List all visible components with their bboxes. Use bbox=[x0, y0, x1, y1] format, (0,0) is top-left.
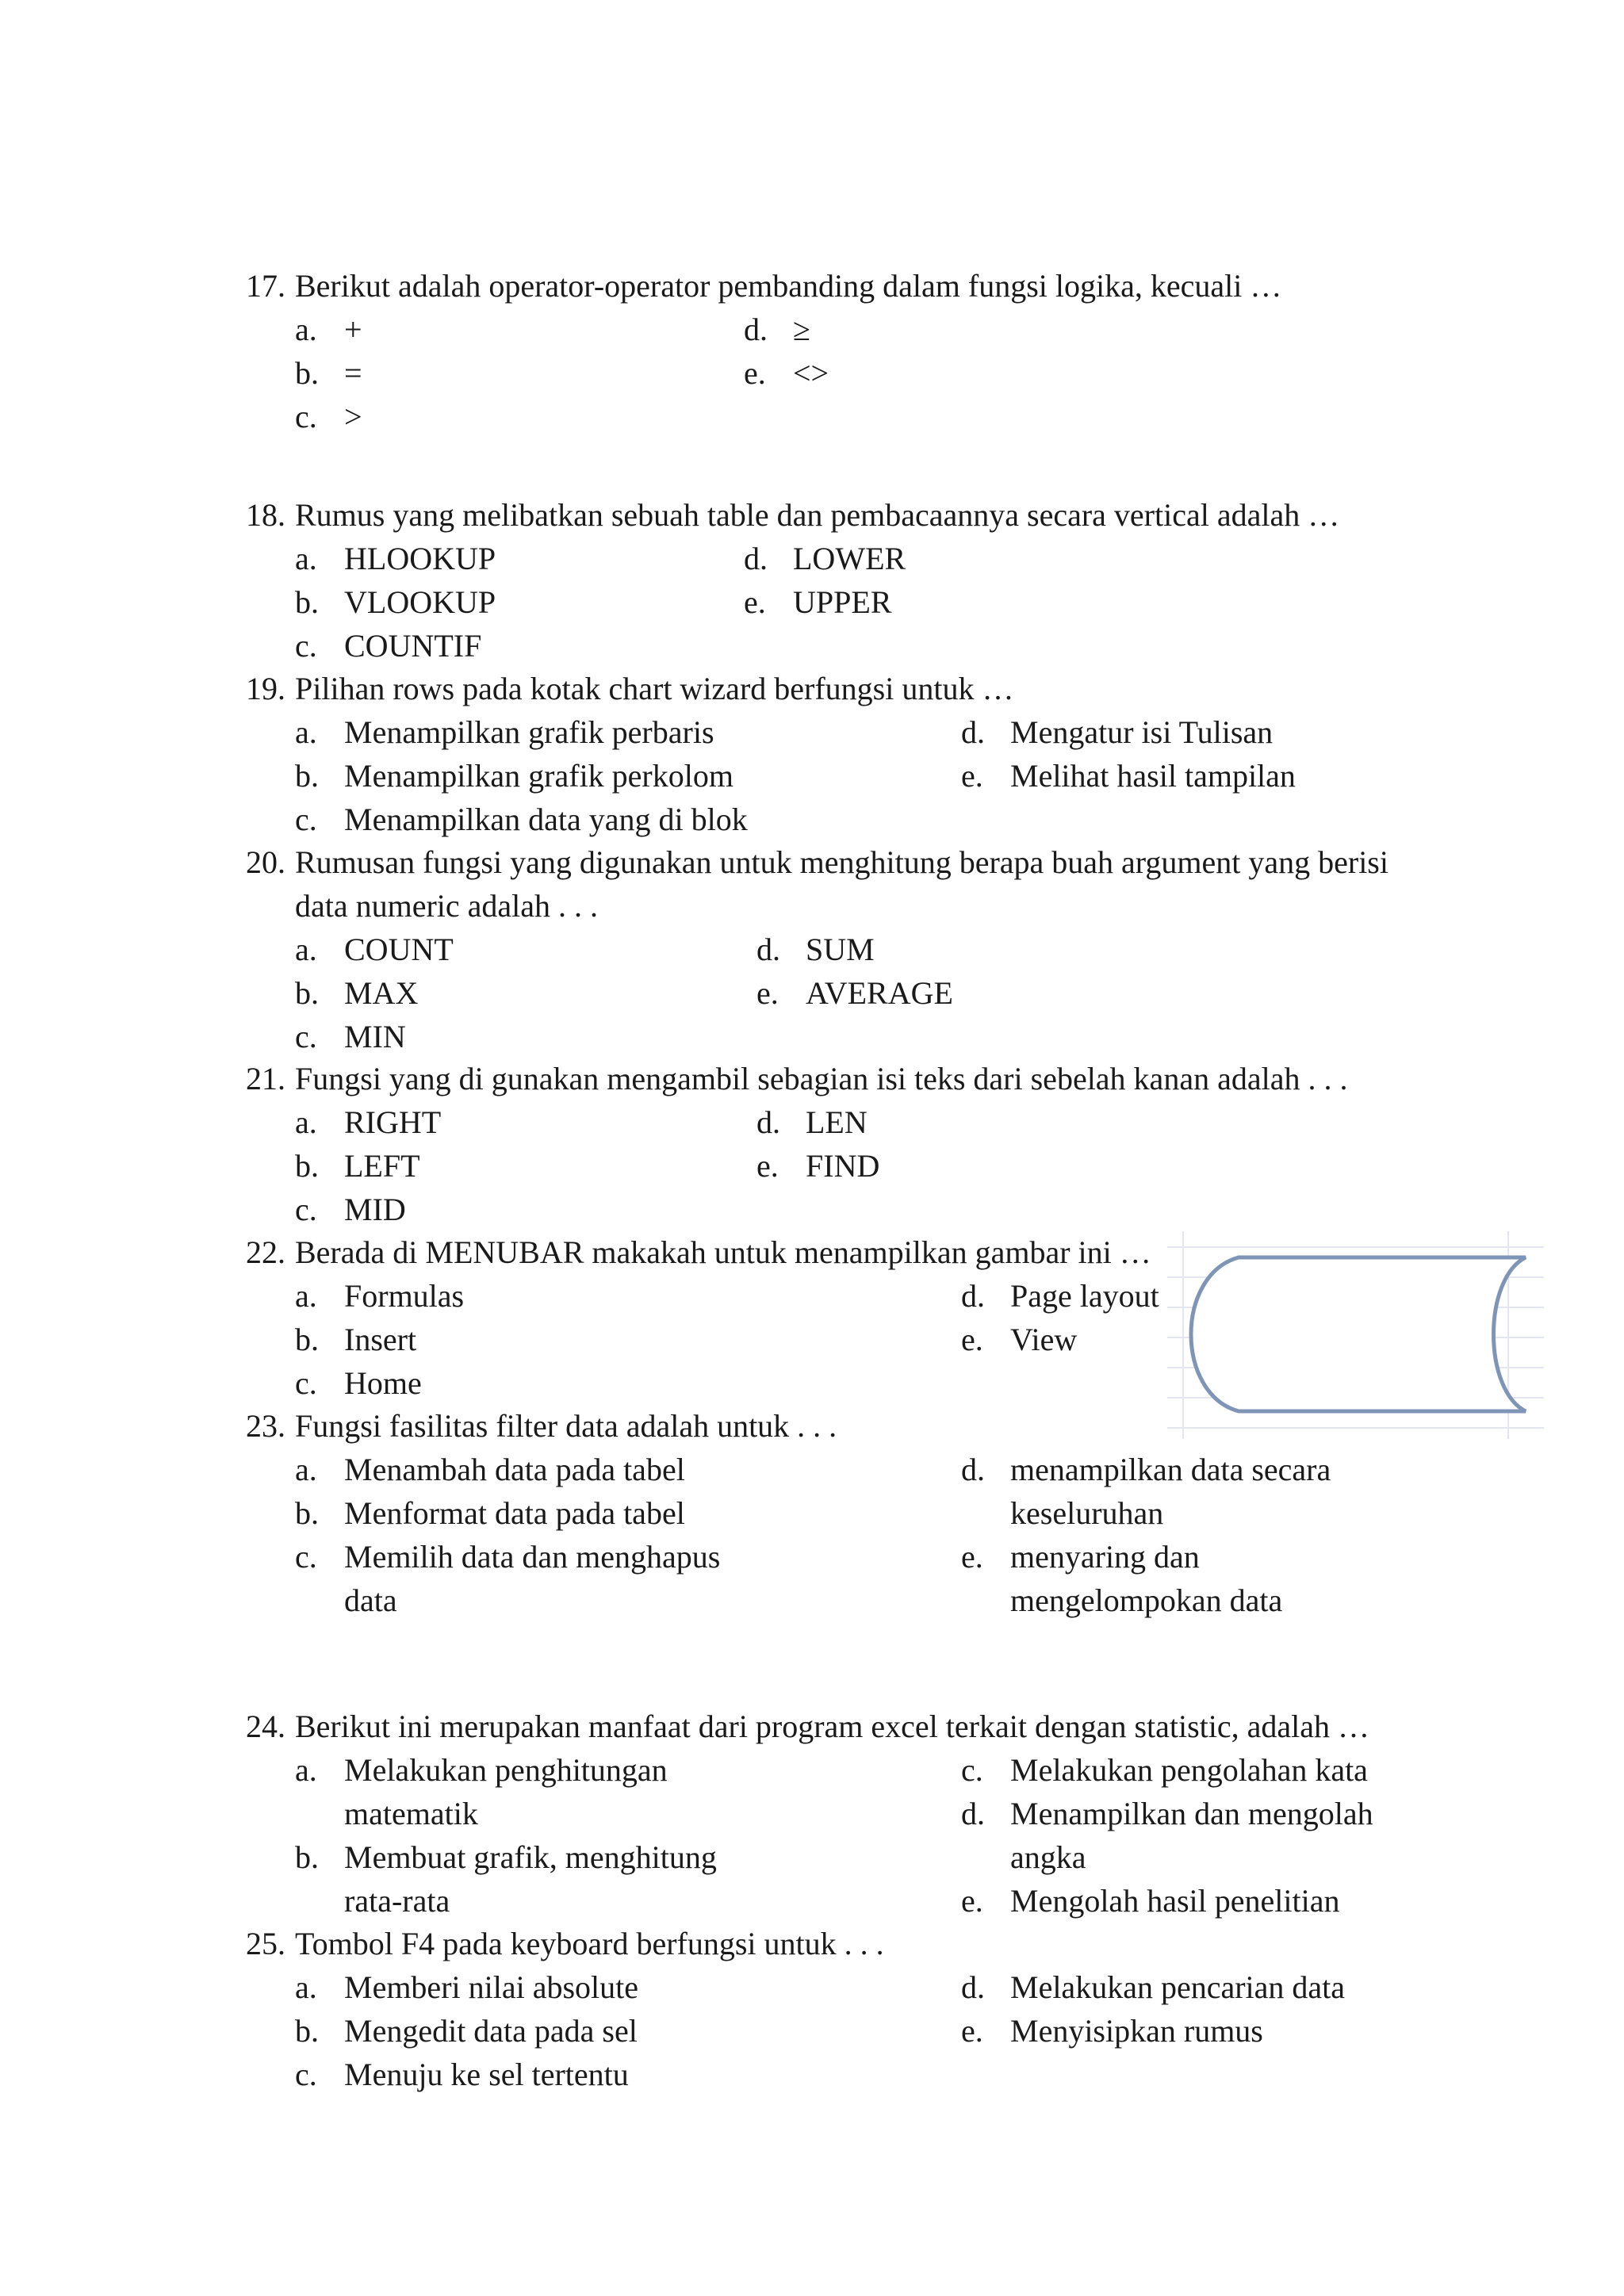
question-text: Rumus yang melibatkan sebuah table dan pembacaannya secara vertical adalah … bbox=[295, 497, 1340, 533]
option-letter: c. bbox=[295, 2057, 317, 2092]
option-text: LEFT bbox=[344, 1148, 420, 1184]
option-text: View bbox=[1010, 1322, 1078, 1357]
question-text: Berada di MENUBAR makakah untuk menampilkan gambar ini … bbox=[295, 1234, 1151, 1270]
option-letter: e. bbox=[961, 758, 983, 794]
option-letter: e. bbox=[961, 1539, 983, 1575]
option-letter: e. bbox=[744, 584, 766, 620]
option-b bbox=[295, 1491, 685, 1535]
option-e bbox=[961, 2009, 1263, 2053]
option-d bbox=[744, 308, 810, 351]
option-d bbox=[744, 537, 906, 580]
question-number: 23. bbox=[246, 1408, 285, 1444]
option-text: Menampilkan grafik perbaris bbox=[344, 714, 714, 750]
question-23 bbox=[246, 1404, 1483, 1622]
option-b bbox=[295, 2009, 638, 2053]
option-b bbox=[295, 754, 733, 798]
option-letter: c. bbox=[295, 802, 317, 837]
option-b bbox=[295, 1318, 416, 1361]
option-text: Memberi nilai absolute bbox=[344, 1969, 639, 2005]
question-number: 19. bbox=[246, 671, 285, 706]
option-letter: e. bbox=[961, 1322, 983, 1357]
option-text: Melihat hasil tampilan bbox=[1010, 758, 1296, 794]
option-text: Menampilkan grafik perkolom bbox=[344, 758, 733, 794]
option-letter: a. bbox=[295, 1969, 317, 2005]
option-text: COUNTIF bbox=[344, 628, 482, 664]
option-letter: b. bbox=[295, 1495, 319, 1531]
option-letter: d. bbox=[961, 1452, 985, 1487]
option-text: LEN bbox=[806, 1104, 868, 1140]
option-c bbox=[295, 798, 748, 841]
question-text: Rumusan fungsi yang digunakan untuk menghitung berapa buah argument yang berisi bbox=[295, 844, 1388, 880]
option-letter: a. bbox=[295, 1278, 317, 1314]
option-a bbox=[295, 308, 362, 351]
option-letter: b. bbox=[295, 1839, 319, 1875]
option-text: Mengedit data pada sel bbox=[344, 2013, 638, 2049]
option-letter: d. bbox=[961, 1969, 985, 2005]
option-a bbox=[295, 1274, 464, 1318]
option-b bbox=[295, 1835, 717, 1923]
option-letter: c. bbox=[295, 1019, 317, 1054]
question-number: 25. bbox=[246, 1926, 285, 1961]
option-b bbox=[295, 580, 496, 624]
option-letter: e. bbox=[961, 2013, 983, 2049]
option-text: Menuju ke sel tertentu bbox=[344, 2057, 629, 2092]
option-letter: c. bbox=[295, 1539, 317, 1575]
option-text: Mengatur isi Tulisan bbox=[1010, 714, 1274, 750]
option-letter: b. bbox=[295, 758, 319, 794]
option-text: menampilkan data secara keseluruhan bbox=[1010, 1452, 1331, 1531]
option-letter: e. bbox=[756, 975, 779, 1011]
option-e bbox=[756, 971, 953, 1015]
option-text: + bbox=[344, 312, 362, 347]
question-text: Tombol F4 pada keyboard berfungsi untuk . . . bbox=[295, 1926, 884, 1961]
question-number: 20. bbox=[246, 844, 285, 880]
option-letter: a. bbox=[295, 1452, 317, 1487]
option-d bbox=[961, 1792, 1373, 1879]
option-d bbox=[961, 1965, 1345, 2009]
option-text: MAX bbox=[344, 975, 419, 1011]
option-e bbox=[756, 1144, 879, 1188]
option-text: Menformat data pada tabel bbox=[344, 1495, 685, 1531]
option-a bbox=[295, 1100, 441, 1144]
option-a bbox=[295, 1448, 685, 1491]
option-b bbox=[295, 971, 418, 1015]
option-b bbox=[295, 351, 362, 395]
option-text: Formulas bbox=[344, 1278, 465, 1314]
option-text: = bbox=[344, 355, 362, 391]
option-letter: a. bbox=[295, 541, 317, 576]
question-text: Berikut ini merupakan manfaat dari program excel terkait dengan statistic, adalah … bbox=[295, 1709, 1370, 1744]
option-letter: a. bbox=[295, 932, 317, 967]
option-c bbox=[295, 1188, 406, 1231]
option-d bbox=[756, 1100, 868, 1144]
option-a bbox=[295, 537, 496, 580]
option-letter: c. bbox=[295, 1192, 317, 1227]
option-text: MIN bbox=[344, 1019, 406, 1054]
question-24 bbox=[246, 1705, 1483, 1923]
option-letter: b. bbox=[295, 2013, 319, 2049]
option-text: RIGHT bbox=[344, 1104, 442, 1140]
option-e bbox=[744, 580, 892, 624]
option-letter: d. bbox=[961, 1796, 985, 1831]
option-text: LOWER bbox=[793, 541, 906, 576]
option-text: Page layout bbox=[1010, 1278, 1159, 1314]
option-a bbox=[295, 1965, 638, 2009]
option-text: Melakukan penghitungan matematik bbox=[344, 1752, 668, 1831]
option-text: COUNT bbox=[344, 932, 454, 967]
option-letter: a. bbox=[295, 312, 317, 347]
option-text: ≥ bbox=[793, 312, 810, 347]
option-letter: c. bbox=[295, 1365, 317, 1401]
option-text: FIND bbox=[806, 1148, 880, 1184]
option-d bbox=[961, 1448, 1331, 1535]
question-text-continued: data numeric adalah . . . bbox=[295, 888, 599, 924]
option-letter: c. bbox=[295, 628, 317, 664]
option-letter: b. bbox=[295, 584, 319, 620]
option-letter: b. bbox=[295, 975, 319, 1011]
option-text: SUM bbox=[806, 932, 875, 967]
question-text: Fungsi fasilitas filter data adalah untuk . . . bbox=[295, 1408, 837, 1444]
option-letter: b. bbox=[295, 1322, 319, 1357]
option-c bbox=[295, 2053, 629, 2096]
question-20 bbox=[246, 840, 1483, 1058]
option-letter: a. bbox=[295, 1752, 317, 1788]
question-number: 24. bbox=[246, 1709, 285, 1744]
question-17 bbox=[246, 264, 1483, 438]
option-c bbox=[295, 1361, 422, 1405]
option-e bbox=[961, 754, 1296, 798]
option-d bbox=[961, 710, 1273, 754]
option-letter: e. bbox=[744, 355, 766, 391]
option-e bbox=[961, 1318, 1077, 1361]
option-letter: d. bbox=[756, 1104, 780, 1140]
question-number: 22. bbox=[246, 1234, 285, 1270]
option-d bbox=[961, 1274, 1159, 1318]
option-text: MID bbox=[344, 1192, 406, 1227]
option-e bbox=[961, 1535, 1282, 1622]
option-letter: a. bbox=[295, 714, 317, 750]
option-letter: b. bbox=[295, 355, 319, 391]
option-text: Menambah data pada tabel bbox=[344, 1452, 685, 1487]
option-c bbox=[295, 395, 362, 438]
option-c bbox=[295, 1015, 406, 1058]
option-e bbox=[961, 1879, 1339, 1923]
question-text: Pilihan rows pada kotak chart wizard berfungsi untuk … bbox=[295, 671, 1014, 706]
option-text: VLOOKUP bbox=[344, 584, 496, 620]
option-text: Menampilkan dan mengolah angka bbox=[1010, 1796, 1373, 1875]
option-text: Mengolah hasil penelitian bbox=[1010, 1883, 1340, 1919]
option-c bbox=[295, 1535, 720, 1622]
option-a bbox=[295, 710, 714, 754]
option-e bbox=[744, 351, 829, 395]
option-letter: c. bbox=[961, 1752, 983, 1788]
option-text: Home bbox=[344, 1365, 422, 1401]
question-25 bbox=[246, 1922, 1483, 2096]
option-text: Melakukan pengolahan kata bbox=[1010, 1752, 1368, 1788]
option-letter: d. bbox=[961, 1278, 985, 1314]
option-letter: d. bbox=[756, 932, 780, 967]
option-text: Melakukan pencarian data bbox=[1010, 1969, 1346, 2005]
option-a bbox=[295, 928, 454, 971]
option-letter: d. bbox=[744, 541, 768, 576]
option-b bbox=[295, 1144, 420, 1188]
option-a bbox=[295, 1748, 668, 1835]
option-c bbox=[295, 624, 481, 668]
option-text: Menyisipkan rumus bbox=[1010, 2013, 1263, 2049]
option-text: Membuat grafik, menghitung rata-rata bbox=[344, 1839, 717, 1919]
question-19 bbox=[246, 667, 1483, 841]
option-letter: a. bbox=[295, 1104, 317, 1140]
option-text: AVERAGE bbox=[806, 975, 953, 1011]
option-c bbox=[961, 1748, 1368, 1792]
option-text: <> bbox=[793, 355, 829, 391]
option-letter: e. bbox=[756, 1148, 779, 1184]
question-text: Berikut adalah operator-operator pembanding dalam fungsi logika, kecuali … bbox=[295, 268, 1282, 304]
option-text: menyaring dan mengelompokan data bbox=[1010, 1539, 1283, 1618]
option-text: Insert bbox=[344, 1322, 417, 1357]
option-letter: c. bbox=[295, 399, 317, 434]
option-letter: d. bbox=[961, 714, 985, 750]
option-text: HLOOKUP bbox=[344, 541, 496, 576]
option-letter: b. bbox=[295, 1148, 319, 1184]
question-number: 17. bbox=[246, 268, 285, 304]
question-number: 21. bbox=[246, 1061, 285, 1096]
option-text: UPPER bbox=[793, 584, 892, 620]
option-letter: e. bbox=[961, 1883, 983, 1919]
question-text: Fungsi yang di gunakan mengambil sebagian isi teks dari sebelah kanan adalah . . . bbox=[295, 1061, 1348, 1096]
option-d bbox=[756, 928, 875, 971]
option-text: Memilih data dan menghapus data bbox=[344, 1539, 721, 1618]
option-text: > bbox=[344, 399, 362, 434]
option-text: Menampilkan data yang di blok bbox=[344, 802, 748, 837]
option-letter: d. bbox=[744, 312, 768, 347]
question-number: 18. bbox=[246, 497, 285, 533]
question-18 bbox=[246, 493, 1483, 668]
question-21 bbox=[246, 1057, 1483, 1231]
